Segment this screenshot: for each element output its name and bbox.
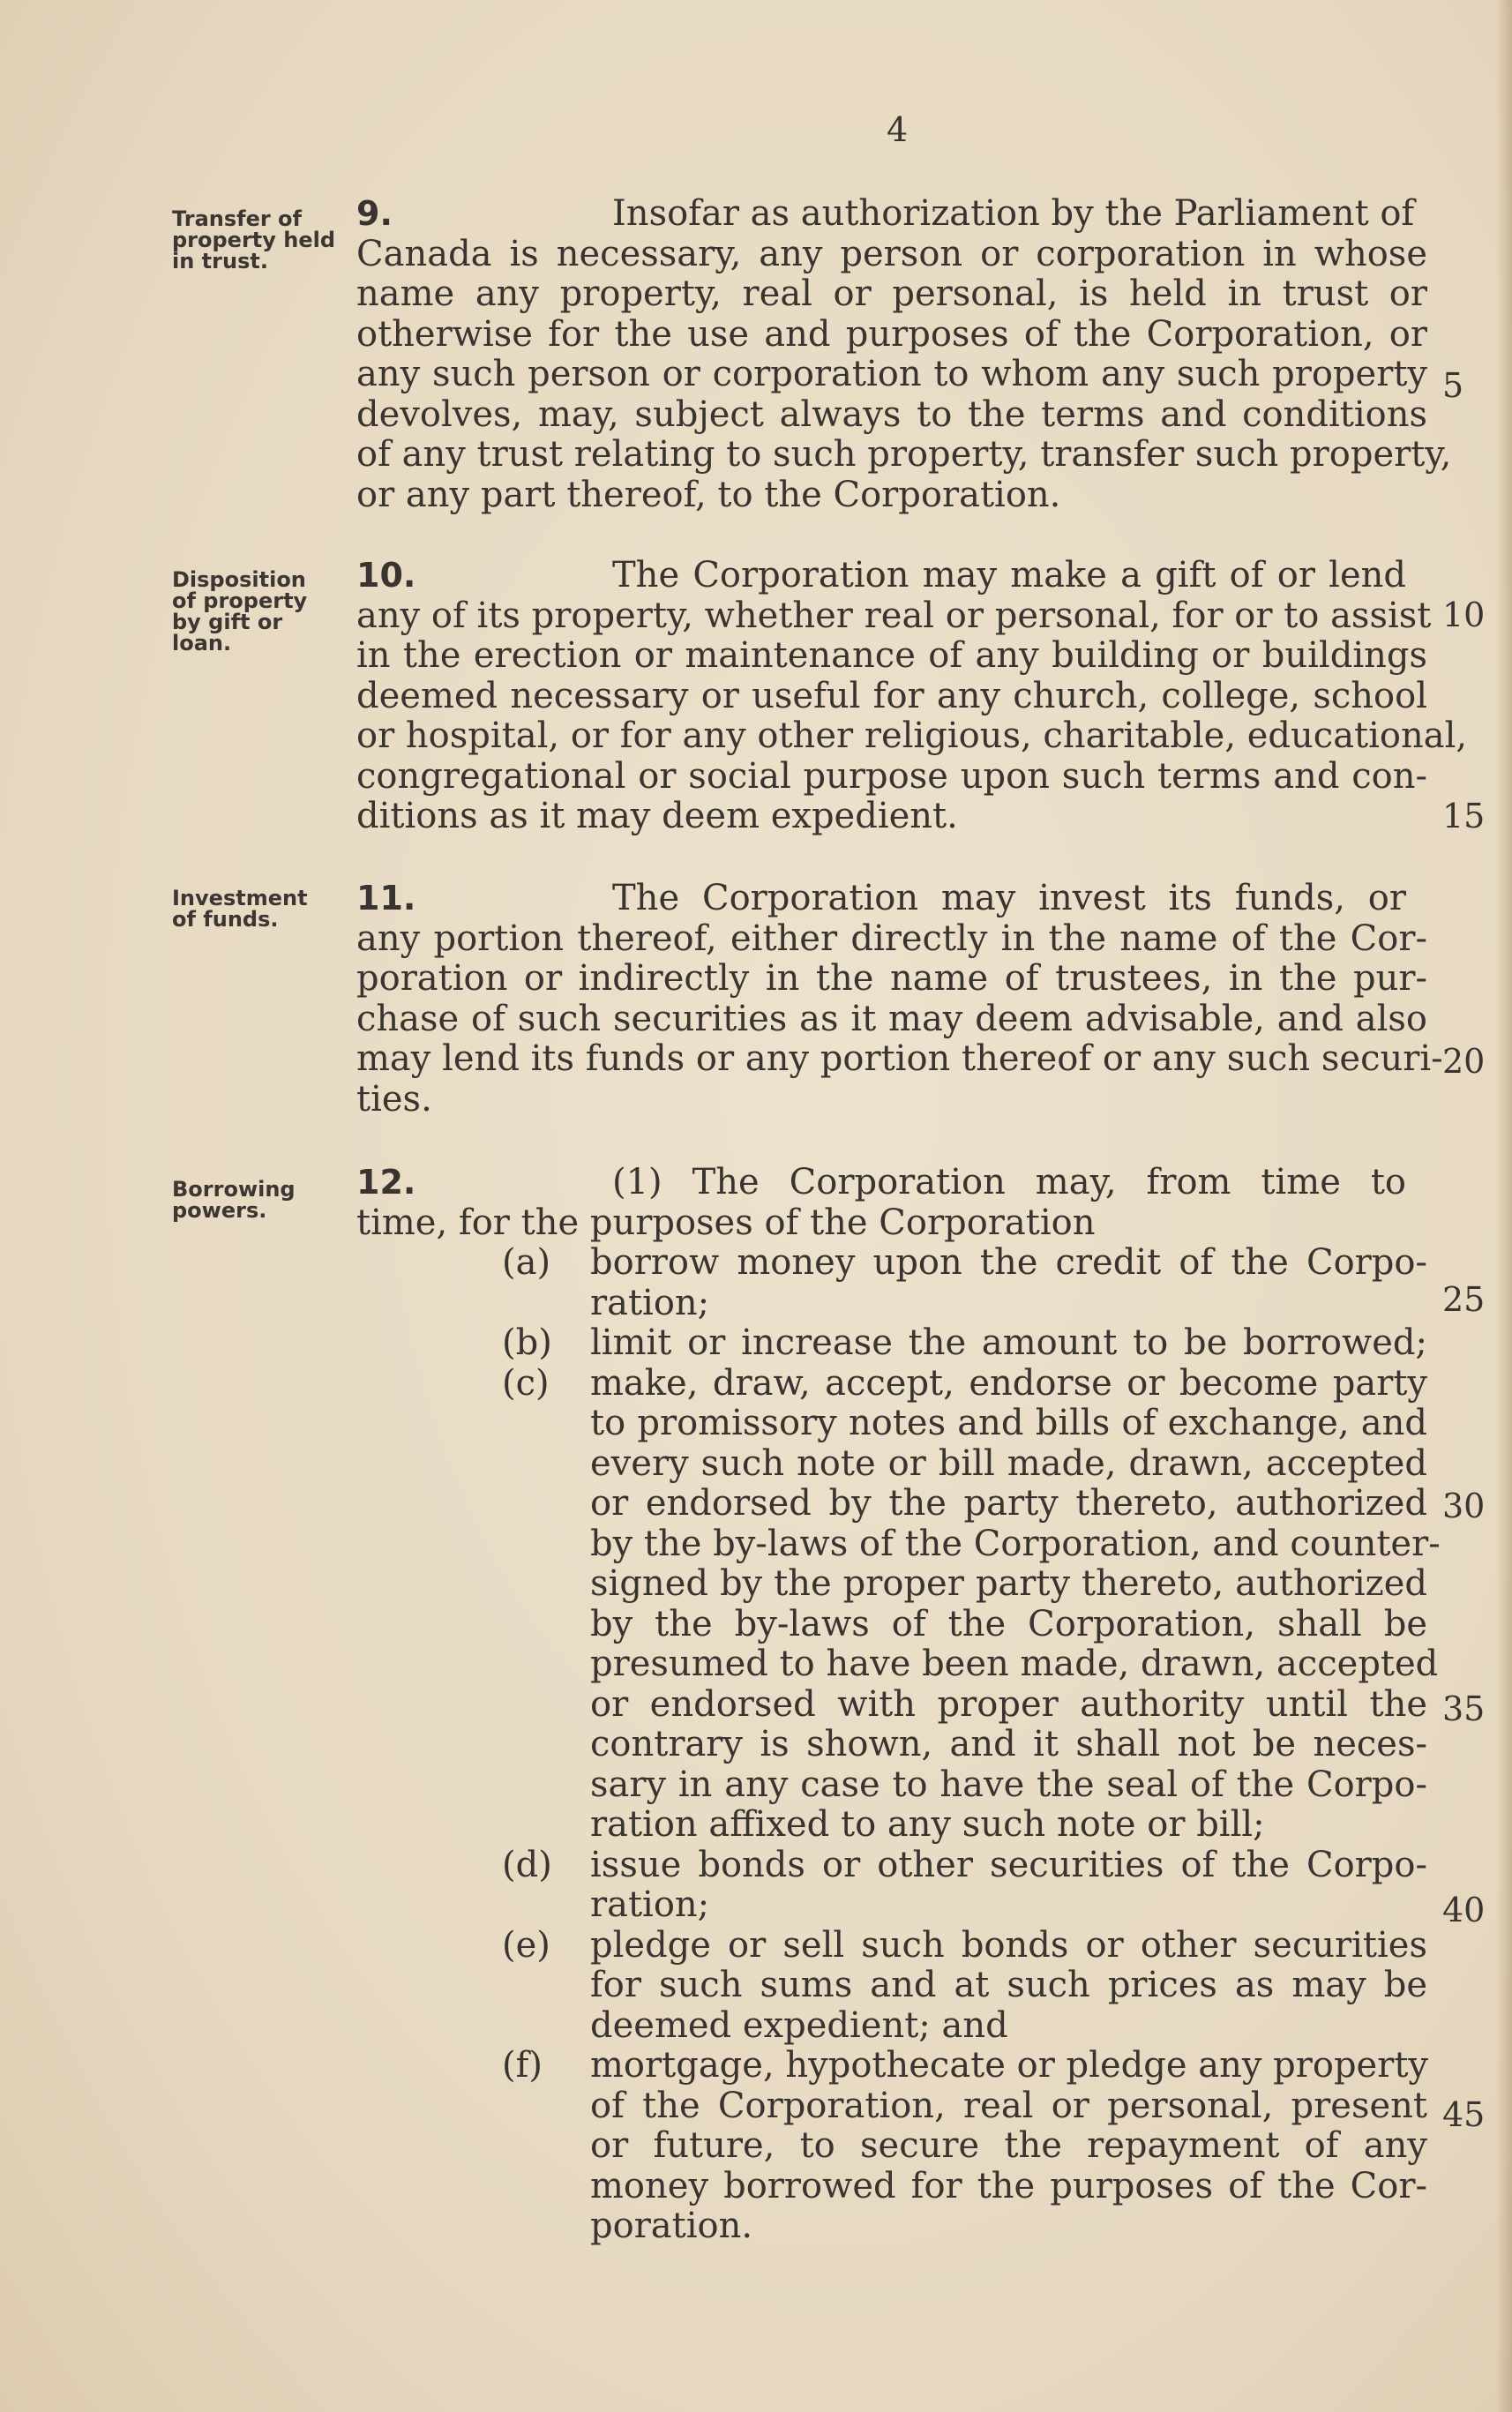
text-line: for such sums and at such prices as may be	[590, 1965, 1427, 2005]
text-line: to promissory notes and bills of exchange, and	[590, 1403, 1427, 1443]
item-a	[356, 1243, 1427, 1323]
text-line: or endorsed by the party thereto, authorized	[590, 1483, 1427, 1524]
text-line: every such note or bill made, drawn, accepted	[590, 1442, 1427, 1484]
margin-note-transfer: Transfer of property held in trust.	[172, 206, 336, 273]
section-number: 10.	[356, 556, 416, 595]
section-number: 12.	[356, 1163, 416, 1202]
text-line: make, draw, accept, endorse or become party	[590, 1362, 1427, 1404]
text-line: time, for the purposes of the Corporation	[356, 1202, 1096, 1243]
item-e	[356, 1926, 1427, 2047]
section-11	[356, 878, 1443, 1120]
text-line: money borrowed for the purposes of the Cor-	[590, 2165, 1427, 2206]
text-line: chase of such securities as it may deem advisable, and also	[356, 998, 1427, 1039]
margin-note-investment: Investment of funds.	[172, 886, 308, 932]
item-b	[356, 1323, 1427, 1364]
text-line: issue bonds or other securities of the Corpo-	[590, 1844, 1427, 1885]
item-label: (c)	[502, 1362, 550, 1404]
section-number: 9.	[356, 194, 393, 233]
line-number: 35	[1442, 1689, 1486, 1728]
text-line: presumed to have been made, drawn, accepted	[590, 1644, 1439, 1684]
page-number: 4	[887, 110, 909, 149]
text-line: name any property, real or personal, is held in trust or	[356, 273, 1427, 314]
text-line: devolves, may, subject always to the terms and conditions	[356, 393, 1427, 435]
text-line: deemed expedient; and	[590, 2004, 1008, 2046]
text-line: otherwise for the use and purposes of the Corporation, or	[356, 313, 1427, 355]
section-first-line: (1) The Corporation may, from time to	[612, 1162, 1406, 1202]
text-line: any such person or corporation to whom any such property	[356, 354, 1427, 394]
text-line: congregational or social purpose upon such terms and con-	[356, 755, 1427, 797]
line-number: 15	[1442, 797, 1486, 835]
section-first-line: The Corporation may make a gift of or lend	[612, 555, 1406, 596]
line-number: 5	[1442, 366, 1464, 405]
item-label: (e)	[502, 1924, 550, 1966]
line-number: 10	[1442, 596, 1486, 634]
section-first-line: The Corporation may invest its funds, or	[612, 878, 1406, 918]
text-line: ration;	[590, 1282, 710, 1323]
text-line: or hospital, or for any other religious, charitable, educational,	[356, 715, 1468, 756]
section-12	[356, 1162, 1441, 2247]
text-line: contrary is shown, and it shall not be neces-	[590, 1724, 1427, 1764]
page-edge-shadow	[1496, 0, 1512, 2412]
text-line: poration or indirectly in the name of trustees, in the pur-	[356, 958, 1427, 999]
text-line: poration.	[590, 2206, 753, 2246]
text-line: signed by the proper party thereto, authorized	[590, 1563, 1427, 1604]
text-line: or any part thereof, to the Corporation.	[356, 474, 1061, 515]
line-number: 20	[1442, 1042, 1486, 1081]
section-first-line: Insofar as authorization by the Parliament of	[612, 193, 1415, 234]
line-number: 40	[1442, 1891, 1486, 1929]
text-line: ties.	[356, 1078, 432, 1120]
text-line: any portion thereof, either directly in the name of the Cor-	[356, 918, 1427, 959]
text-line: ration;	[590, 1884, 710, 1925]
text-line: by the by-laws of the Corporation, and counter-	[590, 1523, 1441, 1564]
text-line: or future, to secure the repayment of any	[590, 2125, 1427, 2166]
text-line: of any trust relating to such property, transfer such property,	[356, 434, 1452, 475]
margin-note-borrowing: Borrowing powers.	[172, 1177, 296, 1223]
item-label: (f)	[502, 2045, 543, 2086]
text-line: any of its property, whether real or personal, for or to assist	[356, 595, 1432, 636]
text-line: sary in any case to have the seal of the Corpo-	[590, 1764, 1427, 1805]
margin-note-disposition: Disposition of property by gift or loan.	[172, 567, 308, 655]
section-9	[356, 193, 1452, 515]
text-line: ditions as it may deem expedient.	[356, 796, 958, 836]
item-d	[356, 1846, 1427, 1926]
line-number: 45	[1442, 2095, 1486, 2134]
item-f	[356, 2046, 1427, 2247]
item-label: (a)	[502, 1242, 551, 1283]
text-line: ration affixed to any such note or bill;	[590, 1804, 1265, 1845]
line-number: 25	[1442, 1280, 1486, 1319]
text-line: deemed necessary or useful for any church, college, school	[356, 675, 1427, 716]
text-line: by the by-laws of the Corporation, shall be	[590, 1603, 1427, 1644]
text-line: borrow money upon the credit of the Corpo-	[590, 1242, 1427, 1283]
section-number: 11.	[356, 879, 416, 918]
text-line: limit or increase the amount to be borrowed;	[590, 1322, 1427, 1363]
item-label: (b)	[502, 1322, 552, 1363]
text-line: Canada is necessary, any person or corporation in whose	[356, 233, 1427, 274]
text-line: or endorsed with proper authority until the	[590, 1683, 1427, 1725]
line-number: 30	[1442, 1487, 1486, 1525]
text-line: may lend its funds or any portion thereof or any such securi-	[356, 1038, 1443, 1079]
item-label: (d)	[502, 1844, 552, 1885]
text-line: pledge or sell such bonds or other securities	[590, 1924, 1427, 1966]
text-line: mortgage, hypothecate or pledge any property	[590, 2045, 1429, 2086]
text-line: of the Corporation, real or personal, present	[590, 2085, 1427, 2126]
text-line: in the erection or maintenance of any building or buildings	[356, 635, 1427, 676]
item-c	[356, 1362, 1441, 1846]
